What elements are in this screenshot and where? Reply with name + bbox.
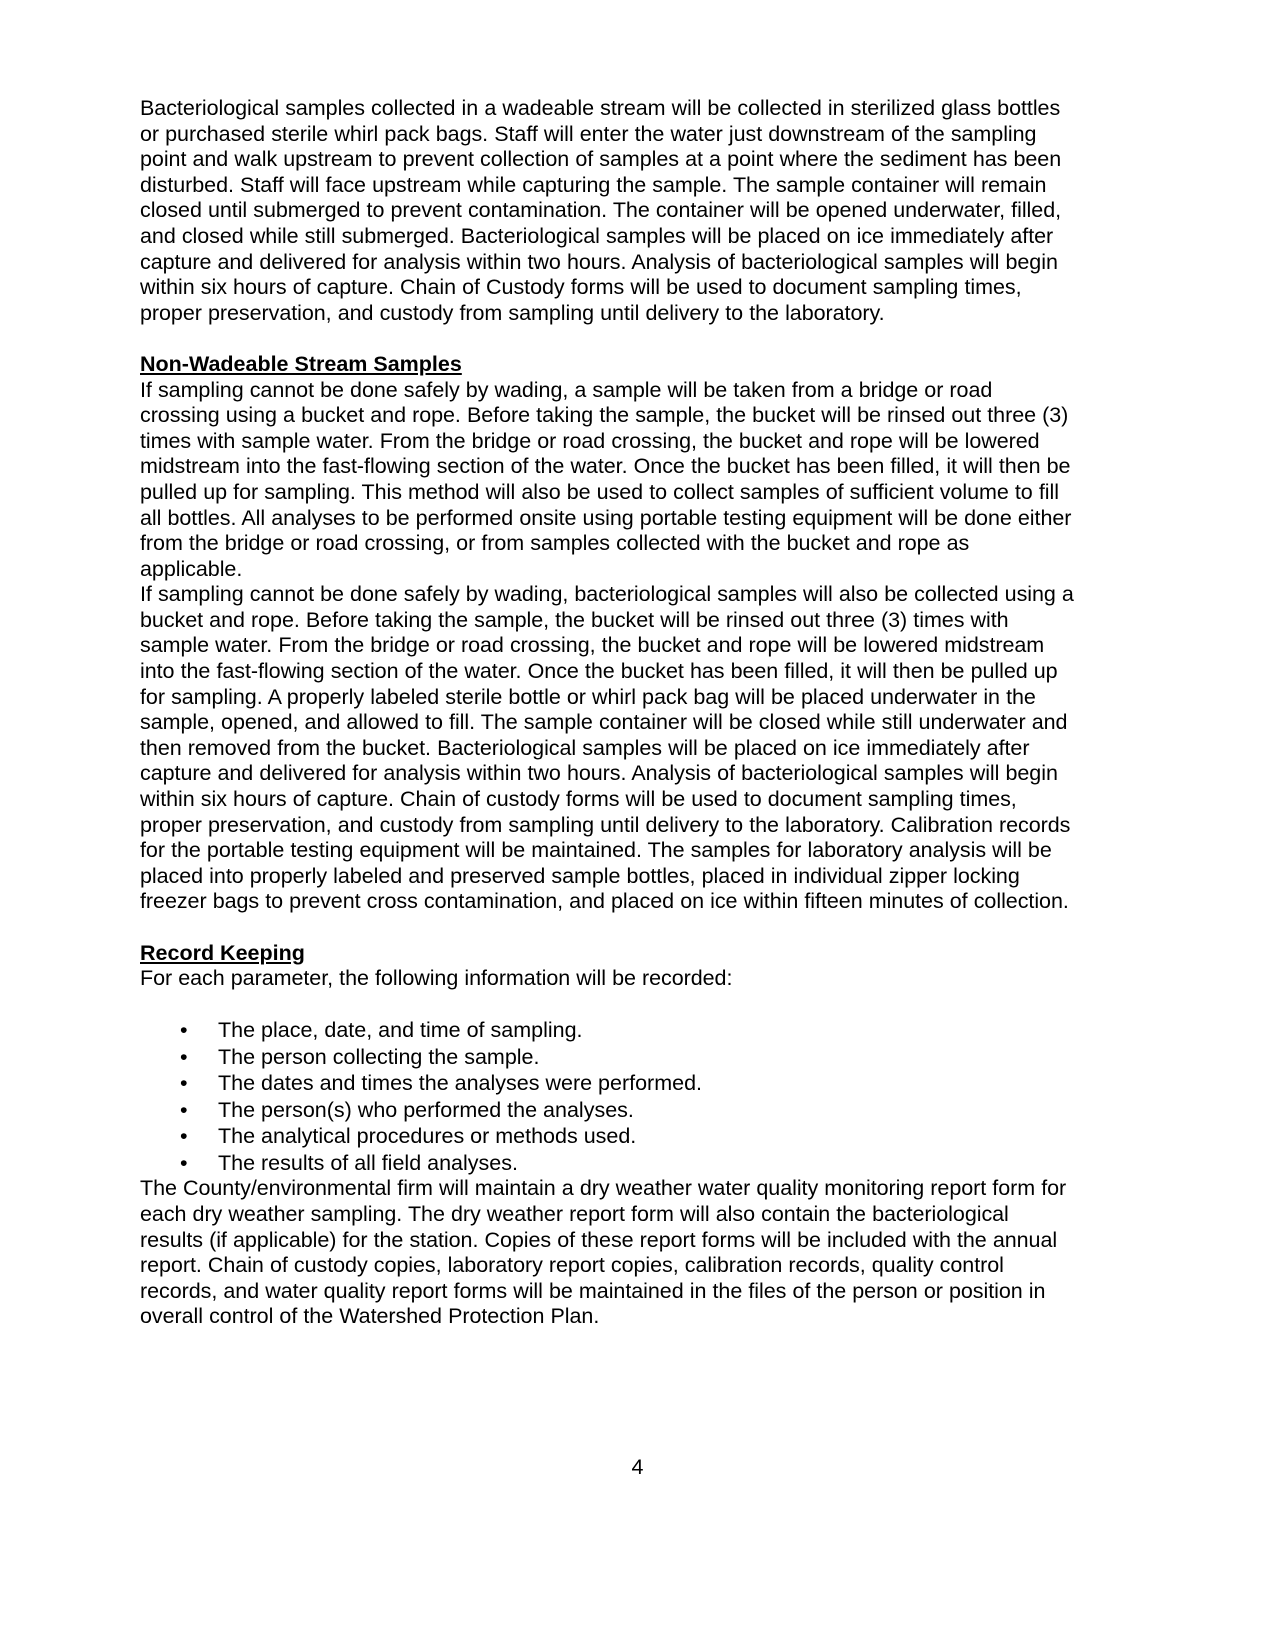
document-body bbox=[140, 96, 1075, 1330]
list-item bbox=[140, 1017, 1075, 1044]
bullet-icon: • bbox=[180, 1150, 188, 1175]
paragraph-closing-report-forms: The County/environmental firm will maintain a dry weather water quality monitoring report form for each dry weather sampling. The dry weather report form will also contain the bacteriological results (if applicable) for the station. Copies of these report forms will be included with the annual report. Chain of custody copies, laboratory report copies, calibration records, quality control records, and water quality report forms will be maintained in the files of the person or position in overall control of the Watershed Protection Plan. bbox=[140, 1176, 1067, 1329]
paragraph-non-wadeable-sampling-method: If sampling cannot be done safely by wading, a sample will be taken from a bridge or road crossing using a bucket and rope. Before taking the sample, the bucket will be rinsed out three (3) times with sample water. From the bridge or road crossing, the bucket and rope will be lowered midstream into the fast-flowing section of the water. Once the bucket has been filled, it will then be pulled up for sampling. This method will also be used to collect samples of sufficient volume to fill all bottles. All analyses to be performed onsite using portable testing equipment will be done either from the bridge or road crossing, or from samples collected with the bucket and rope as applicable. bbox=[140, 377, 1072, 581]
list-item-label: The person(s) who performed the analyses. bbox=[218, 1097, 634, 1122]
list-item bbox=[140, 1044, 1075, 1071]
paragraph-non-wadeable-bacteriological: If sampling cannot be done safely by wading, bacteriological samples will also be collected using a bucket and rope. Before taking the sample, the bucket will be rinsed out three (3) times with sample water. From the bridge or road crossing, the bucket and rope will be lowered midstream into the fast-flowing section of the water. Once the bucket has been filled, it will then be pulled up for sampling. A properly labeled sterile bottle or whirl pack bag will be placed underwater in the sample, opened, and allowed to fill. The sample container will be closed while still underwater and then removed from the bucket. Bacteriological samples will be placed on ice immediately after capture and delivered for analysis within two hours. Analysis of bacteriological samples will begin within six hours of capture. Chain of custody forms will be used to document sampling times, proper preservation, and custody from sampling until delivery to the laboratory. Calibration records for the portable testing equipment will be maintained. The samples for laboratory analysis will be placed into properly labeled and preserved sample bottles, placed in individual zipper locking freezer bags to prevent cross contamination, and placed on ice within fifteen minutes of collection. bbox=[140, 582, 1074, 914]
record-keeping-list bbox=[140, 1017, 1075, 1176]
list-item bbox=[140, 1070, 1075, 1097]
list-item bbox=[140, 1123, 1075, 1150]
bullet-icon: • bbox=[180, 1124, 188, 1149]
section-non-wadeable-stream-samples bbox=[140, 352, 1075, 582]
bullet-icon: • bbox=[180, 1097, 188, 1122]
bullet-icon: • bbox=[180, 1018, 188, 1043]
list-item-label: The dates and times the analyses were performed. bbox=[218, 1071, 703, 1096]
paragraph-bacteriological-wadeable: Bacteriological samples collected in a wadeable stream will be collected in sterilized glass bottles or purchased sterile whirl pack bags. Staff will enter the water just downstream of the sampling point and walk upstream to prevent collection of samples at a point where the sediment has been disturbed. Staff will face upstream while capturing the sample. The sample container will remain closed until submerged to prevent contamination. The container will be opened underwater, filled, and closed while still submerged. Bacteriological samples will be placed on ice immediately after capture and delivered for analysis within two hours. Analysis of bacteriological samples will begin within six hours of capture. Chain of Custody forms will be used to document sampling times, proper preservation, and custody from sampling until delivery to the laboratory. bbox=[140, 96, 1062, 325]
section-record-keeping bbox=[140, 941, 1075, 992]
list-item bbox=[140, 1097, 1075, 1124]
heading-non-wadeable-stream-samples: Non-Wadeable Stream Samples bbox=[140, 351, 462, 376]
page-number: 4 bbox=[631, 1455, 644, 1479]
list-item-label: The analytical procedures or methods used. bbox=[218, 1124, 637, 1149]
list-item-label: The person collecting the sample. bbox=[218, 1044, 540, 1069]
list-item-label: The place, date, and time of sampling. bbox=[218, 1018, 583, 1043]
bullet-icon: • bbox=[180, 1044, 188, 1069]
list-item bbox=[140, 1150, 1075, 1177]
heading-record-keeping: Record Keeping bbox=[140, 940, 305, 965]
bullet-icon: • bbox=[180, 1071, 188, 1096]
paragraph-record-keeping-intro: For each parameter, the following information will be recorded: bbox=[140, 966, 733, 991]
list-item-label: The results of all field analyses. bbox=[218, 1150, 518, 1175]
